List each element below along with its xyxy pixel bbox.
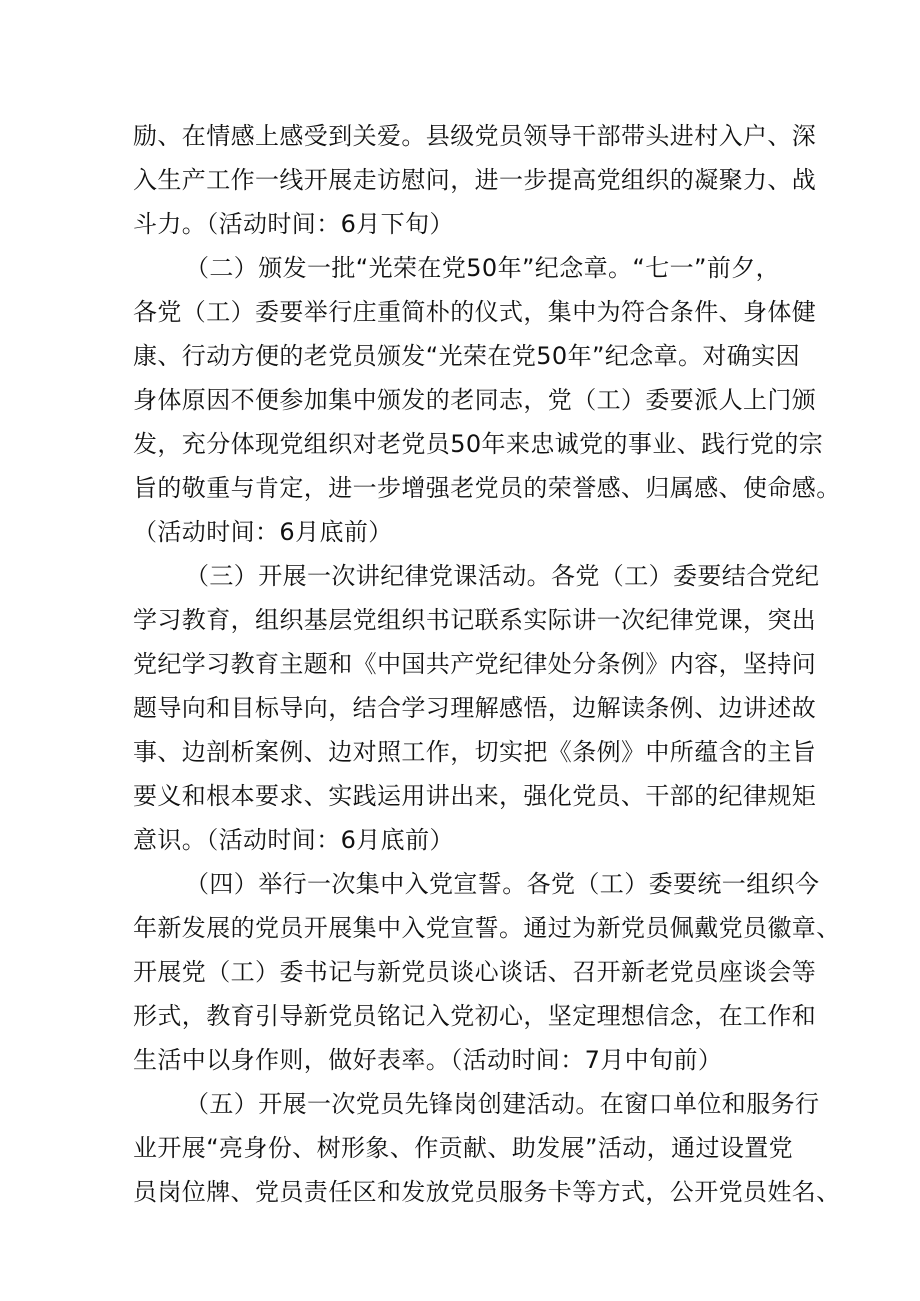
text-line: 形式，教育引导新党员铭记入党初心，坚定理想信念，在工作和: [133, 1002, 817, 1030]
text-line: 斗力。（活动时间：6月下旬）: [133, 210, 454, 238]
text-line: 业开展“亮身份、树形象、作贡献、助发展”活动，通过设置党: [133, 1134, 794, 1162]
text-line: 意识。（活动时间：6月底前）: [133, 826, 454, 854]
text-line: 入生产工作一线开展走访慰问，进一步提高党组织的凝聚力、战: [133, 166, 817, 194]
text-line: 发，充分体现党组织对老党员50年来忠诚党的事业、践行党的宗: [133, 430, 824, 458]
text-line: 旨的敬重与肯定，进一步增强老党员的荣誉感、归属感、使命感。: [133, 474, 841, 502]
text-line: 生活中以身作则，做好表率。（活动时间：7月中旬前）: [133, 1046, 723, 1074]
text-line: 员岗位牌、党员责任区和发放党员服务卡等方式，公开党员姓名、: [133, 1178, 841, 1206]
text-line: 各党（工）委要举行庄重简朴的仪式，集中为符合条件、身体健: [133, 298, 817, 326]
text-line: 开展党（工）委书记与新党员谈心谈话、召开新老党员座谈会等: [133, 958, 817, 986]
text-line: 身体原因不便参加集中颁发的老同志，党（工）委要派人上门颁: [133, 386, 817, 414]
text-line: 康、行动方便的老党员颁发“光荣在党50年”纪念章。对确实因: [133, 342, 801, 370]
text-line: 励、在情感上感受到关爱。县级党员领导干部带头进村入户、深: [133, 122, 817, 150]
text-line: （活动时间：6月底前）: [133, 518, 393, 546]
text-line: （二）颁发一批“光荣在党50年”纪念章。“七一”前夕，: [185, 254, 781, 282]
text-line: 学习教育，组织基层党组织书记联系实际讲一次纪律党课，突出: [133, 606, 817, 634]
text-line: 事、边剖析案例、边对照工作，切实把《条例》中所蕴含的主旨: [133, 738, 817, 766]
text-line: 年新发展的党员开展集中入党宣誓。通过为新党员佩戴党员徽章、: [133, 914, 841, 942]
text-line: 要义和根本要求、实践运用讲出来，强化党员、干部的纪律规矩: [133, 782, 817, 810]
text-line: 题导向和目标导向，结合学习理解感悟，边解读条例、边讲述故: [133, 694, 817, 722]
text-line: （三）开展一次讲纪律党课活动。各党（工）委要结合党纪: [185, 562, 820, 590]
text-line: 党纪学习教育主题和《中国共产党纪律处分条例》内容，坚持问: [133, 650, 817, 678]
text-line: （四）举行一次集中入党宣誓。各党（工）委要统一组织今: [185, 870, 820, 898]
text-line: （五）开展一次党员先锋岗创建活动。在窗口单位和服务行: [185, 1090, 820, 1118]
